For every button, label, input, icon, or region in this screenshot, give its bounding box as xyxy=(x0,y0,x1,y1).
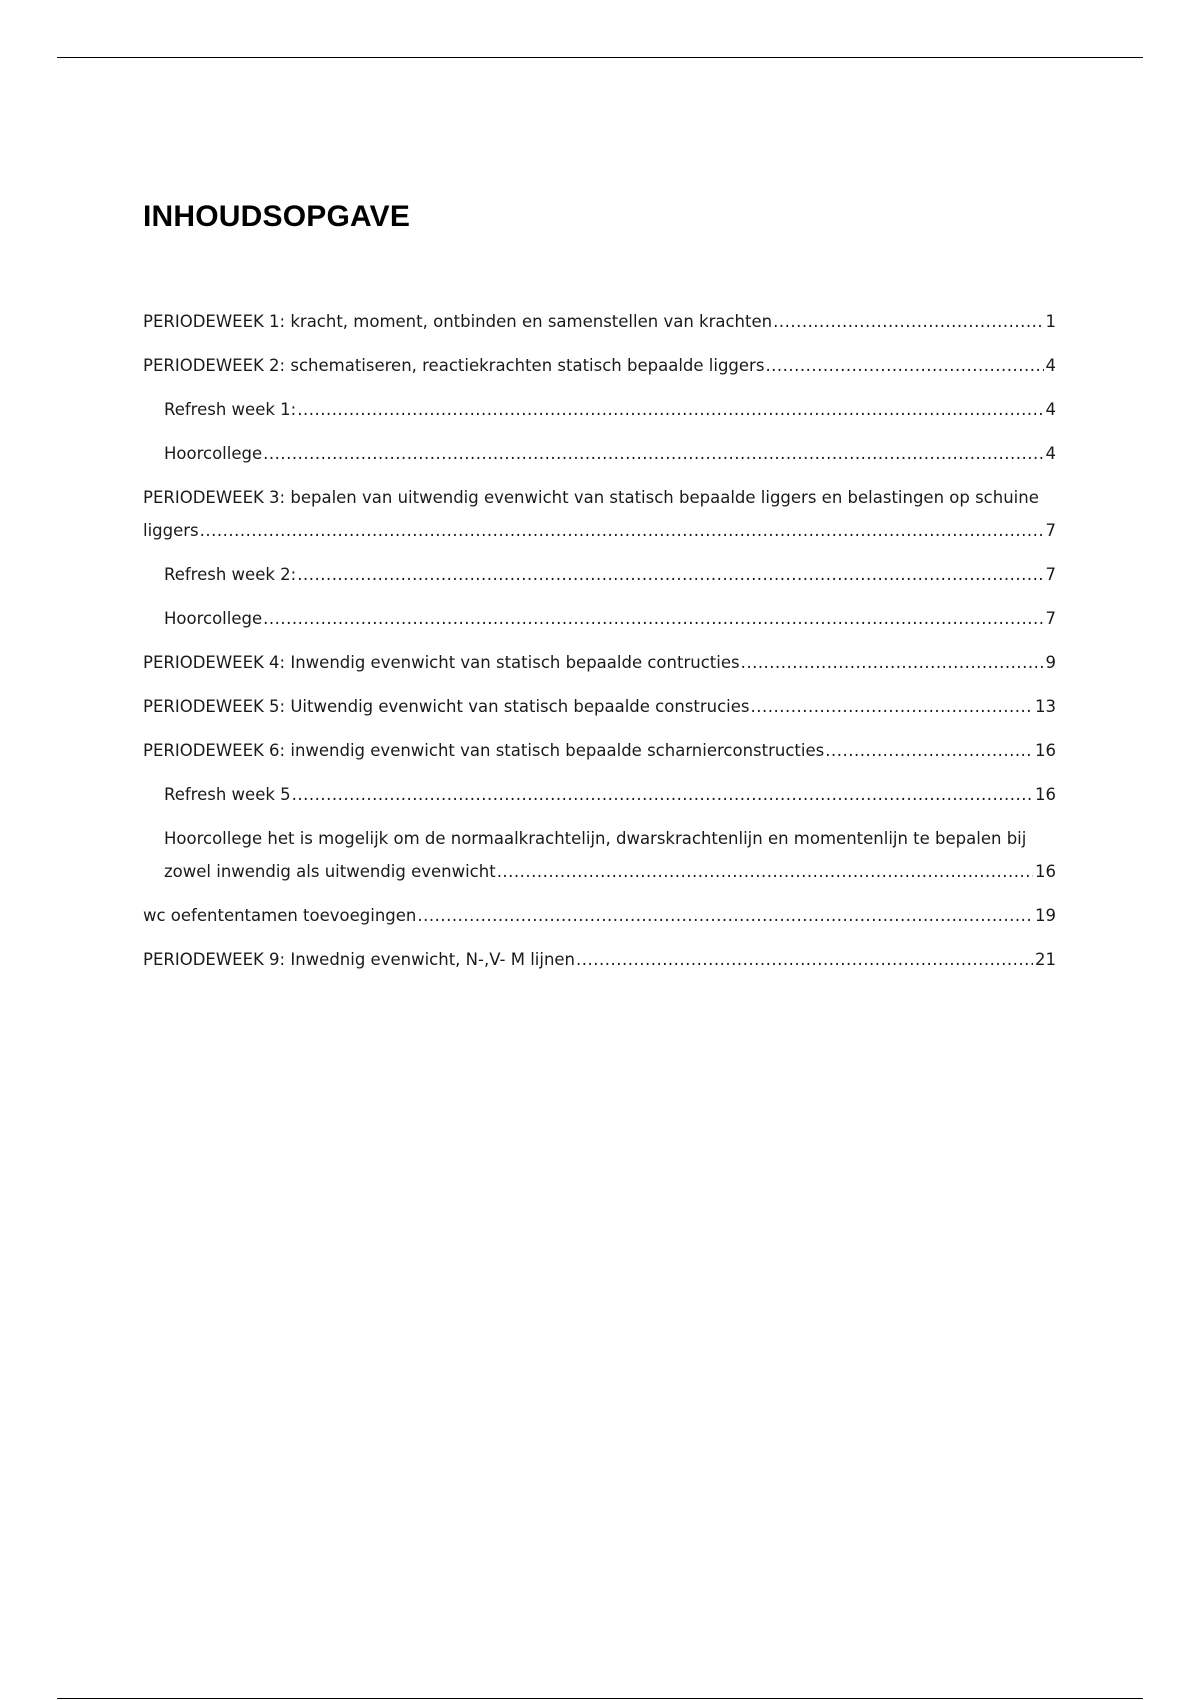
toc-entry-label: wc oefententamen toevoegingen xyxy=(143,906,417,925)
table-of-contents xyxy=(143,305,1056,987)
toc-entry-page: 7 xyxy=(1044,558,1057,591)
toc-entry-page: 16 xyxy=(1033,778,1056,811)
toc-entry[interactable] xyxy=(143,943,1056,976)
header-rule xyxy=(57,57,1143,58)
toc-entry-label: Hoorcollege xyxy=(164,609,263,628)
toc-entry-page: 1 xyxy=(1044,305,1057,338)
toc-entry-label: Refresh week 2: xyxy=(164,565,297,584)
toc-entry[interactable] xyxy=(143,690,1056,723)
toc-entry-label: PERIODEWEEK 1: kracht, moment, ontbinden en samenstellen van krachten xyxy=(143,312,773,331)
toc-entry[interactable] xyxy=(143,778,1056,811)
toc-entry[interactable] xyxy=(143,437,1056,470)
toc-entry-label: PERIODEWEEK 3: bepalen van uitwendig evenwicht van statisch bepaalde liggers en belastingen op schuine liggers xyxy=(143,488,1039,540)
toc-entry-page: 21 xyxy=(1033,943,1056,976)
toc-entry-label: PERIODEWEEK 5: Uitwendig evenwicht van statisch bepaalde construcies xyxy=(143,697,750,716)
toc-entry[interactable] xyxy=(143,481,1056,547)
toc-entry-page: 19 xyxy=(1033,899,1056,932)
toc-entry-page: 16 xyxy=(1033,734,1056,767)
toc-entry[interactable] xyxy=(143,734,1056,767)
footer-rule xyxy=(57,1698,1143,1699)
toc-entry-label: Refresh week 5 xyxy=(164,785,291,804)
toc-entry-label: PERIODEWEEK 6: inwendig evenwicht van statisch bepaalde scharnierconstructies xyxy=(143,741,825,760)
toc-entry-label: PERIODEWEEK 9: Inwednig evenwicht, N-,V- M lijnen xyxy=(143,950,576,969)
toc-entry-label: PERIODEWEEK 4: Inwendig evenwicht van statisch bepaalde contructies xyxy=(143,653,740,672)
toc-entry[interactable] xyxy=(143,349,1056,382)
page-title: INHOUDSOPGAVE xyxy=(143,200,411,233)
toc-entry-page: 4 xyxy=(1044,393,1057,426)
toc-entry-page: 9 xyxy=(1044,646,1057,679)
toc-entry-page: 7 xyxy=(1044,514,1057,547)
toc-entry-label: Refresh week 1: xyxy=(164,400,297,419)
toc-entry[interactable] xyxy=(143,558,1056,591)
toc-entry[interactable] xyxy=(143,393,1056,426)
toc-entry-page: 7 xyxy=(1044,602,1057,635)
toc-entry-page: 4 xyxy=(1044,437,1057,470)
toc-entry[interactable] xyxy=(143,646,1056,679)
toc-entry[interactable] xyxy=(143,899,1056,932)
toc-entry[interactable] xyxy=(143,822,1056,888)
toc-entry[interactable] xyxy=(143,602,1056,635)
toc-entry[interactable] xyxy=(143,305,1056,338)
toc-entry-page: 4 xyxy=(1044,349,1057,382)
toc-entry-page: 16 xyxy=(1033,855,1056,888)
toc-entry-page: 13 xyxy=(1033,690,1056,723)
toc-entry-label: PERIODEWEEK 2: schematiseren, reactiekrachten statisch bepaalde liggers xyxy=(143,356,765,375)
toc-entry-label: Hoorcollege xyxy=(164,444,263,463)
toc-entry-label: Hoorcollege het is mogelijk om de normaalkrachtelijn, dwarskrachtenlijn en momentenlijn te bepalen bij zowel inwendig als uitwendig evenwicht xyxy=(164,829,1027,881)
